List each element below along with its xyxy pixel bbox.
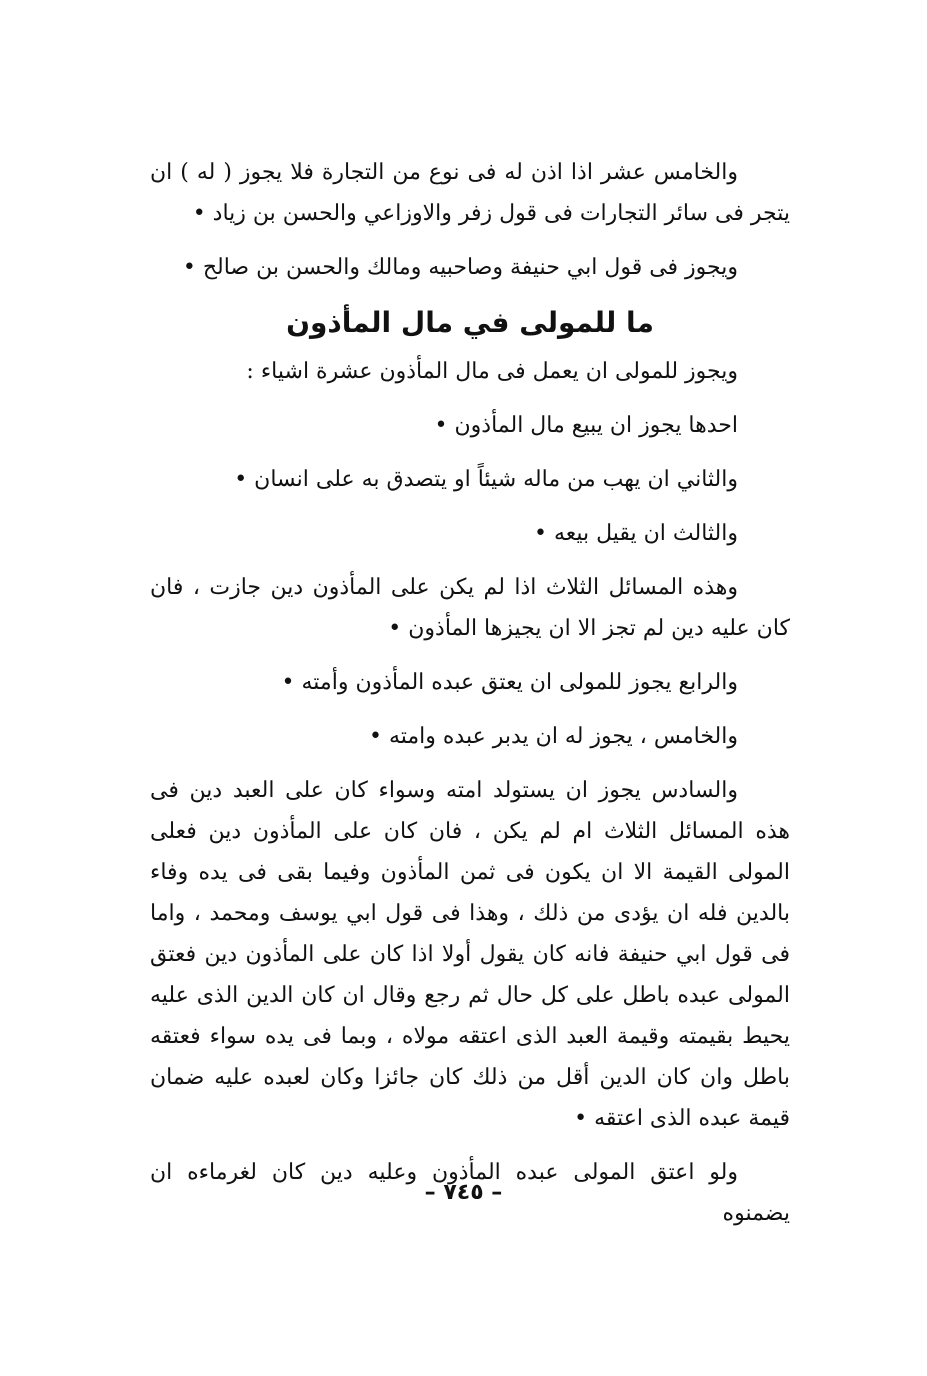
list-item-third: والثالث ان يقيل بيعه • [533,521,738,546]
paragraph-permitted: ويجوز فى قول ابي حنيفة وصاحبيه ومالك والحسن بن صالح • [182,255,738,280]
list-item-fourth: والرابع يجوز للمولى ان يعتق عبده المأذون وأمته • [281,670,738,695]
page-number: – ٧٤٥ – [424,1180,503,1205]
paragraph-conditions: وهذه المسائل الثلاث اذا لم يكن على المأذون دين جازت ، فان كان عليه دين لم تجز الا ان يجيزها المأذون • [150,575,790,641]
paragraph-sixth: والسادس يجوز ان يستولد امته وسواء كان على العبد دين فى هذه المسائل الثلاث ام لم يكن ، فان كان على المأذون دين فعلى المولى القيمة الا ان يكون فى ثمن المأذون وفيما بقى فى يده وفاء بالدين فله ان يؤدى من ذلك ، وهذا فى قول ابي يوسف ومحمد ، واما فى قول ابي حنيفة فانه كان يقول أولا اذا كان على المأذون دين فعتق المولى عبده باطل على كل حال ثم رجع وقال ان كان الدين الذى عليه يحيط بقيمته وقيمة العبد الذى اعتقه مولاه ، وبما فى يده سواء فعتقه باطل وان كان الدين أقل من ذلك كان جائزا وكان لعبده عليه ضمان قيمة عبده الذى اعتقه • [150,778,790,1131]
list-item-second: والثاني ان يهب من ماله شيئاً او يتصدق به على انسان • [234,467,738,492]
section-title: ما للمولى في مال المأذون [286,306,654,339]
paragraph-fifteenth: والخامس عشر اذا اذن له فى نوع من التجارة فلا يجوز ( له ) ان يتجر فى سائر التجارات فى قول زفر والاوزاعي والحسن بن زياد • [150,160,790,226]
paragraph-intro: ويجوز للمولى ان يعمل فى مال المأذون عشرة اشياء : [246,359,738,384]
list-item-fifth: والخامس ، يجوز له ان يدبر عبده وامته • [368,724,738,749]
page-body [150,152,790,1247]
paragraph-last: ولو اعتق المولى عبده المأذون وعليه دين كان لغرماءه ان يضمنوه [150,1160,790,1226]
list-item-first: احدها يجوز ان يبيع مال المأذون • [434,413,738,438]
